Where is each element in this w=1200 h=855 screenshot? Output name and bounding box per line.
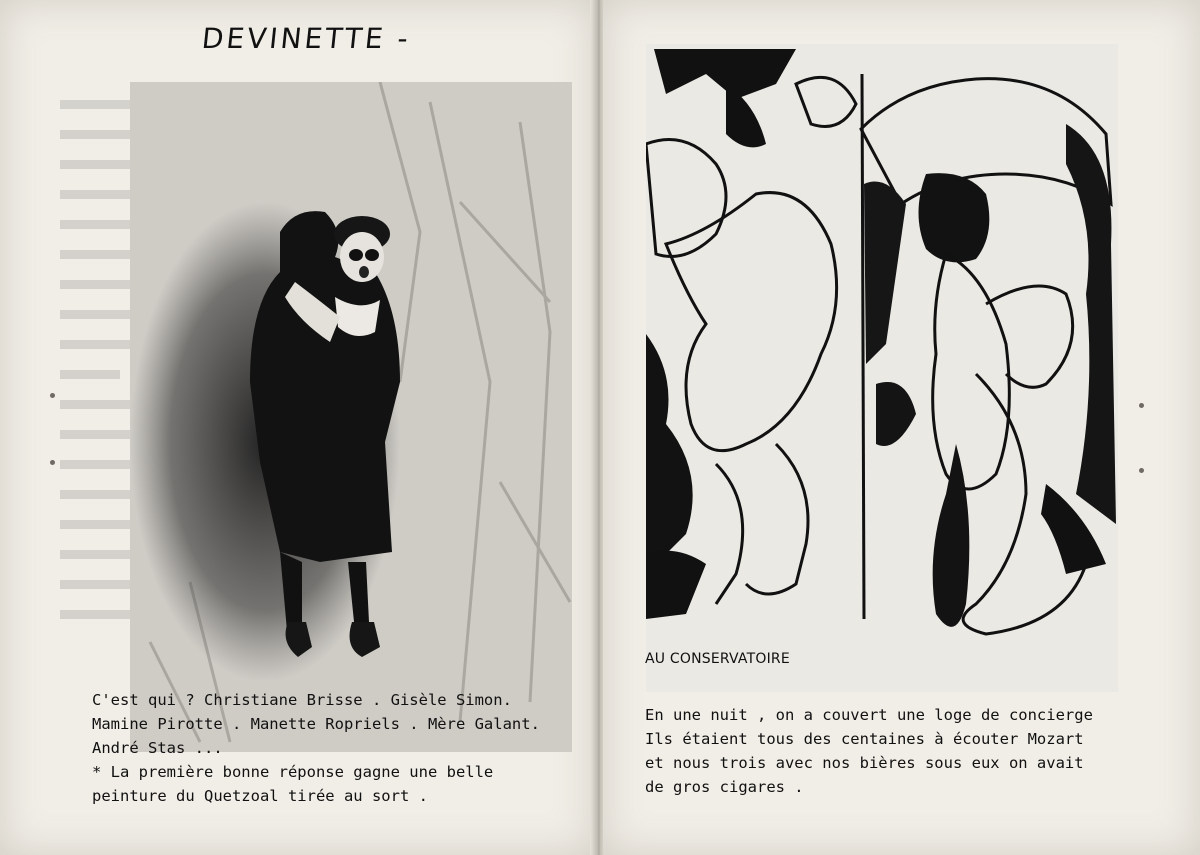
caption-line: peinture du Quetzoal tirée au sort . [92,787,428,805]
caption-line: C'est qui ? Christiane Brisse . Gisèle Simon. [92,691,512,709]
body-line: de gros cigares . [645,778,804,796]
staple-hole [1139,468,1144,473]
staple-hole [50,460,55,465]
caption [92,688,577,808]
ink-drawing-illustration [646,44,1118,692]
caption-line: André Stas ... [92,739,223,757]
body-text [645,703,1135,799]
staple-hole [1139,403,1144,408]
photo-costumed-woman [130,82,572,752]
staple-hole [50,393,55,398]
caption-line: Mamine Pirotte . Manette Ropriels . Mère Galant. [92,715,540,733]
body-line: En une nuit , on a couvert une loge de concierge [645,706,1093,724]
caption-line: * La première bonne réponse gagne une belle [92,763,494,781]
body-line: et nous trois avec nos bières sous eux on avait [645,754,1084,772]
left-page [0,0,595,855]
handwritten-title: DEVINETTE - [200,22,413,55]
body-line: Ils étaient tous des centaines à écouter Mozart [645,730,1084,748]
section-title: AU CONSERVATOIRE [645,651,790,667]
